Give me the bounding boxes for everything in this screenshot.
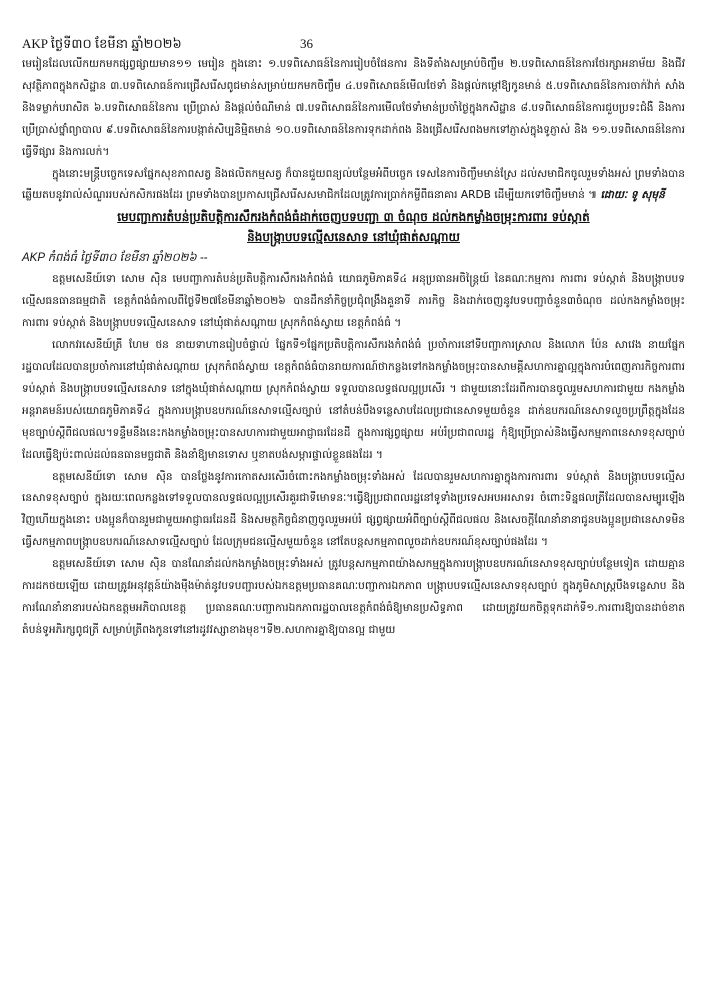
article2-title-line-2: និងបង្ក្រាបបទល្មើសនេសាទ នៅឃុំផាត់សណ្តាយ (247, 230, 460, 245)
article2-title-line-1: មេបញ្ជាការតំបន់ប្រតិបត្តិការសឹករងកំពង់ធំដាក់ចេញបទបញ្ជា ៣ ចំណុច ដល់កងកម្លាំងចម្រុះការពារ ទប់ស្កាត់ (117, 210, 590, 225)
article2-dateline: AKP កំពង់ធំ ថ្ងៃទី៣០ ខែមីនា ឆ្នាំ២០២៦ -- (22, 252, 208, 265)
page-number: 36 (300, 36, 313, 51)
article2-paragraph-1: ឧត្តមសេនីយ៍ទោ សោម ស៊ិន មេបញ្ជាការតំបន់ប្រតិបត្តិការសឹករងកំពង់ធំ យោធភូមិភាគទី៤ អនុប្រធានអចិន្ត្រៃយ៍ នៃគណៈកម្មការ ការពារ ទប់ស្កាត់ និងបង្ក្រាបបទល្មើសធនធានធម្មជាតិ ខេត្តកំពង់ធំកាលពីថ្ងៃទី២៧ខែមីនាឆ្នាំ២០២៦ បានដឹកនាំកិច្ចប្រជុំពង្រឹងគួនាទី ភារកិច្ច និងដាក់ចេញនូវបទបញ្ជាចំនួន៣ចំណុច ដល់កងកម្លាំងចម្រុះ ការពារ ទប់ស្កាត់ និងបង្ក្រាបបទល្មើសនេសាទ នៅឃុំផាត់សណ្តាយ ស្រុកកំពង់ស្វាយ ខេត្តកំពង់ធំ ។ (22, 273, 685, 330)
page-body (22, 54, 685, 642)
article1-byline: ដោយៈ ទូ សុមុនី (600, 189, 665, 202)
article2-paragraph-2: លោកវរសេនីយ៍ត្រី ហែម ថន នាយទាហានរៀបចំផ្ទាល់ ផ្នែកទី១ផ្នែកប្រតិបត្តិការសឹករងកំពង់ធំ ប្រចាំការនៅទីបញ្ជាការស្រាល និងលោក ប៉ែន សាវេង នាយផ្នែករដ្ឋបាលដែលបានប្រចាំការនៅឃុំផាត់សណ្តាយ ស្រុកកំពង់ស្វាយ ខេត្តកំពង់ធំបានរាយការណ៍ថាកន្លងទៅកងកម្លាំងចម្រុះបានសាមគ្គីសហការគ្នាល្អក្នុងការបំពេញភារកិច្ចការពារ ទប់ស្កាត់ និងបង្ក្រាបបទល្មើសនេសាទ នៅក្នុងឃុំផាត់សណ្តាយ ស្រុកកំពង់ស្វាយ ទទួលបានលទ្ធផលល្អប្រសើរ ។ ជាមួយនោះដែរពីការបានចូលរួមសហការជាមួយ កងកម្លាំងអន្តរាគមន៍របស់យោធភូមិភាគទី៤ ក្នុងការបង្ក្រាបឧបករណ៍នេសាទល្មើសច្បាប់ នៅតំបន់បឹងទន្លេសាបដែលប្រជានេសាទមួយចំនួន ដាក់ឧបករណ៍នេសាទលួចប្រព្រឹត្តក្នុងដែនមុខច្បាប់ស្តីពីជលផល។ទន្ទឹមនឹងនេះកងកម្លាំងចម្រុះបានសហការជាមួយអាជ្ញាធរដែនដី ក្នុងការផ្សព្វផ្សាយ អប់រំប្រជាពលរដ្ឋ កុំឱ្យប្រើប្រាស់និងធ្វើសកម្មភាពនេសាទខុសច្បាប់ ដែលធ្វើឱ្យប៉ះពាល់ដល់ធនធានមច្ឆជាតិ និងនាំឱ្យមានទោស ឬខាតបង់សម្ភារផ្ទាល់ខ្លួនផងដែរ ។ (22, 339, 685, 461)
article2-paragraph-3: ឧត្តមសេនីយ៍ទោ សោម ស៊ិន បានថ្លែងនូវការកោតសរសើរចំពោះកងកម្លាំងចម្រុះទាំងអស់ ដែលបានរួមសហការគ្នាក្នុងការការពារ ទប់ស្កាត់ និងបង្ក្រាបបទល្មើសនេសាទខុសច្បាប់ ក្នុងរយៈពេលកន្លងទៅទទួលបានលទ្ធផលល្អប្រសើរគួរជាទីមោទនៈ។ធ្វើឱ្យប្រជាពលរដ្ឋនៅទូទាំងប្រទេសអបអរសាទរ ចំពោះទិន្នផលត្រីដែលបានសម្បូរឡើងវិញហើយក្នុងនោះ បងប្អូនក៏បានរួមជាមួយអាជ្ញាធរដែនដី និងសមត្ថកិច្ចជំនាញចូលរួមអប់រំ ផ្សព្វផ្សាយអំពីច្បាប់ស្តីពីជលផល និងសេចក្តីណែនាំនានាជូនបងប្អូនប្រជានេសាទមិនធ្វើសកម្មភាពបង្ក្រាបឧបករណ៍នេសាទល្មើសច្បាប់ ដែលក្រុមជនល្មើសមួយចំនួន នៅតែបន្តសកម្មភាពលួចដាក់ឧបករណ៍ខុសច្បាប់ផងដែរ ។ (22, 470, 685, 549)
article2-paragraph-4: ឧត្តមសេនីយ៍ទោ សោម ស៊ិន បានណែនាំដល់កងកម្លាំងចម្រុះទាំងអស់ ត្រូវបន្តសកម្មភាពយ៉ាងសកម្មក្នុងការបង្ក្រាបឧបករណ៍នេសាទខុសច្បាប់បន្ថែមទៀត ដោយគ្មានការដកថយឡើយ ដោយត្រូវអនុវត្តន៍យ៉ាងមុឺងម៉ាត់នូវបទបញ្ជារបស់ឯកឧត្តមប្រធានគណៈបញ្ជាការឯកភាព បង្ក្រាបបទល្មើសនេសាទខុសច្បាប់ ក្នុងភូមិសាស្ត្របឹងទន្លេសាប និងការណែនាំនានារបស់ឯកឧត្តមអភិបាលខេត្ត ប្រធានគណៈបញ្ជាការឯកភាពរដ្ឋបាលខេត្តកំពង់ធំឱ្យមានប្រសិទ្ធភាព ដោយត្រូវយកចិត្តទុកដាក់ទី១.ការពារឱ្យបានដាច់ខាត តំបន់ទូអភិរក្សពូជត្រី សម្រាប់ត្រីពងកូនទៅនៅរដូវវស្សាខាងមុខ។ទី២.សហការគ្នាឱ្យបានល្អ ជាមួយ (22, 558, 685, 636)
header-date-line: AKP ថ្ងៃទី៣០ ខែមីនា ឆ្នាំ២០២៦ (22, 36, 182, 51)
page-header (22, 30, 685, 54)
article1-paragraph-2 (22, 164, 685, 208)
article1-paragraph-1: មេរៀនដែលលើកយកមកផ្សព្វផ្សាយមាន១១ មេរៀន ក្នុងនោះ ១.បទពិសោធន៍នៃការរៀបចំផែនការ និងទីតាំងសម្រាប់ចិញ្ចឹម ២.បទពិសោធន៍នៃការថែរក្សាអនាម័យ និងជីវសុវត្ថិភាពក្នុងកសិដ្ឋាន ៣.បទពិសោធន៍ការជ្រើសរើសពូជមាន់សម្រាប់យកមកចិញ្ចឹម ៤.បទពិសោធន៍មើលថែទាំ និងផ្តល់កម្តៅឱ្យកូនមាន់ ៥.បទពិសោធន៍នៃការចាក់វ៉ាក់ សាំង និងទម្លាក់បរាសិត ៦.បទពិសោធន៍នៃការ ប្រើប្រាស់ និងផ្តល់ចំណីមាន់ ៧.បទពិសោធន៍នៃការមើលថែទាំមាន់ប្រចាំថ្ងៃក្នុងកសិដ្ឋាន ៨.បទពិសោធន៍នៃការជួបប្រទះជំងឺ និងការប្រើប្រាស់ថ្នាំព្យាបាល ៩.បទពិសោធន៍នៃការបង្កាត់សិប្បនិម្មិតមាន់ ១០.បទពិសោធន៍នៃការទុកដាក់ពង និងជ្រើសរើសពងមកទៅភ្ញាស់ក្នុងទូភ្ញាស់ និង ១១.បទពិសោធន៍នៃការធ្វើទីផ្សារ និងការលក់។ (22, 58, 685, 158)
article1-paragraph-2-text: ក្នុងនោះមន្ត្រីបច្ចេកទេសផ្នែកសុខភាពសត្វ និងផលិតកម្មសត្វ ក៏បានជួយពន្យល់បន្ថែមអំពីបច្ចេក ទេសនៃការចិញ្ចឹមមាន់ស្រែ ដល់សមាជិកចូលរួមទាំងអស់ ព្រមទាំងបានឆ្លើយតបនូវរាល់សំណួររបស់កសិករផងដែរ ព្រមទាំងបានប្រកាសជ្រើសរើសសមាជិកដែលត្រូវការប្រាក់កម្ចីពីធនាគារ ARDB ដើម្បីយកទៅចិញ្ចឹមមាន់ ៕ (22, 167, 685, 202)
